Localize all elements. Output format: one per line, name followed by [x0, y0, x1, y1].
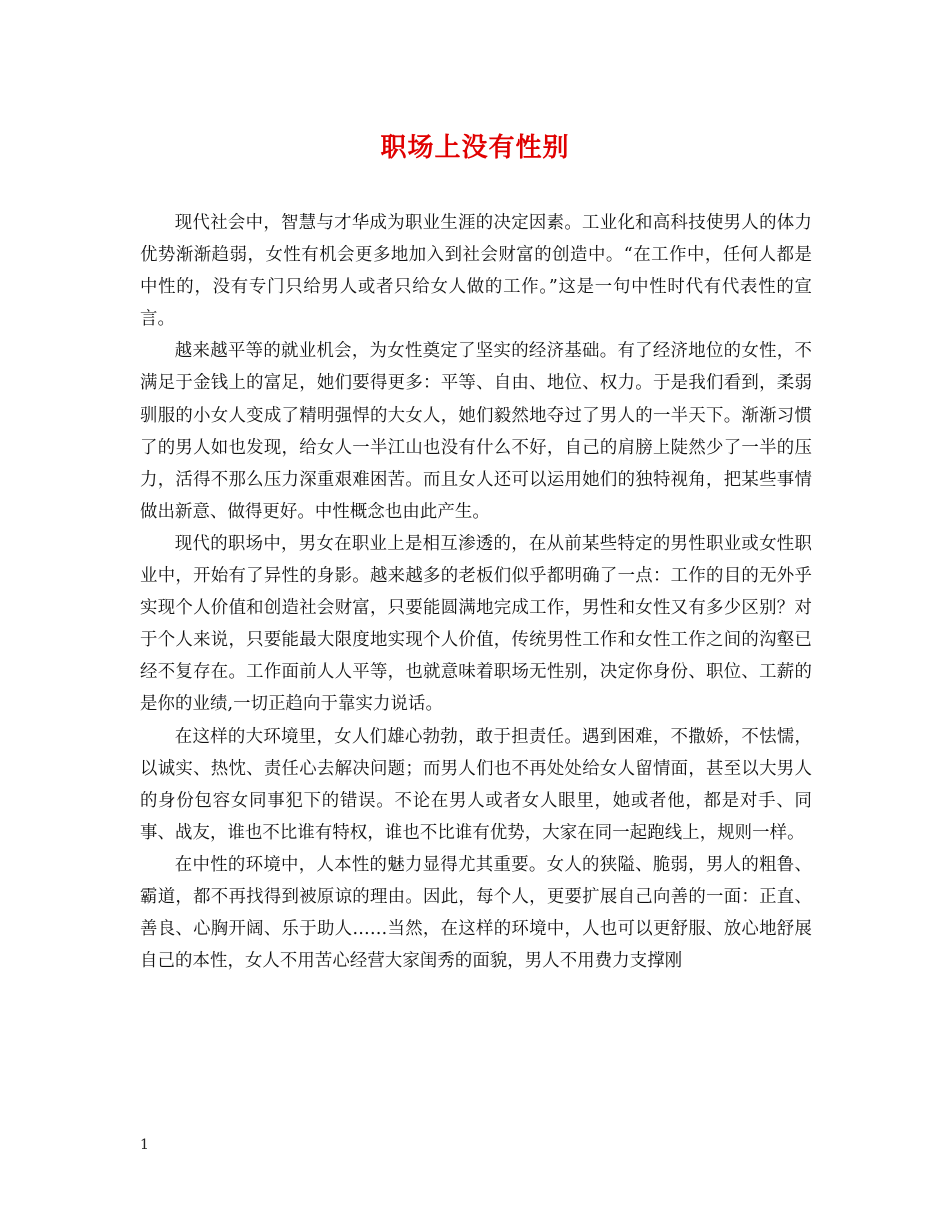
- document-title: 职场上没有性别: [380, 133, 570, 163]
- paragraph-3: 现代的职场中，男女在职业上是相互渗透的，在从前某些特定的男性职业或女性职业中，开始有了异性的身影。越来越多的老板们似乎都明确了一点：工作的目的无外乎实现个人价值和创造社会财富，只要能圆满地完成工作，男性和女性又有多少区别？对于个人来说，只要能最大限度地实现个人价值，传统男性工作和女性工作之间的沟壑已经不复存在。工作面前人人平等，也就意味着职场无性别，决定你身份、职位、工薪的是你的业绩,一切正趋向于靠实力说话。: [140, 533, 812, 715]
- paragraph-2: 越来越平等的就业机会，为女性奠定了坚实的经济基础。有了经济地位的女性，不满足于金钱上的富足，她们要得更多：平等、自由、地位、权力。于是我们看到，柔弱驯服的小女人变成了精明强悍的大女人，她们毅然地夺过了男人的一半天下。渐渐习惯了的男人如也发现，给女人一半江山也没有什么不好，自己的肩膀上陡然少了一半的压力，活得不那么压力深重艰难困苦。而且女人还可以运用她们的独特视角，把某些事情做出新意、做得更好。中性概念也由此产生。: [140, 341, 812, 522]
- document-body: [140, 207, 812, 977]
- paragraph-4: 在这样的大环境里，女人们雄心勃勃，敢于担责任。遇到困难，不撒娇，不怯懦，以诚实、热忱、责任心去解决问题；而男人们也不再处处给女人留情面，甚至以大男人的身份包容女同事犯下的错误。不论在男人或者女人眼里，她或者他，都是对手、同事、战友，谁也不比谁有特权，谁也不比谁有优势，大家在同一起跑线上，规则一样。: [140, 726, 812, 843]
- paragraph-5: 在中性的环境中，人本性的魅力显得尤其重要。女人的狭隘、脆弱，男人的粗鲁、霸道，都不再找得到被原谅的理由。因此，每个人，更要扩展自己向善的一面：正直、善良、心胸开阔、乐于助人……当然，在这样的环境中，人也可以更舒服、放心地舒展自己的本性，女人不用苦心经营大家闺秀的面貌，男人不用费力支撑刚: [140, 854, 812, 972]
- paragraph-1: 现代社会中，智慧与才华成为职业生涯的决定因素。工业化和高科技使男人的体力优势渐渐趋弱，女性有机会更多地加入到社会财富的创造中。“在工作中，任何人都是中性的，没有专门只给男人或者只给女人做的工作。”这是一句中性时代有代表性的宣言。: [140, 213, 812, 330]
- page-number: 1: [140, 1137, 149, 1153]
